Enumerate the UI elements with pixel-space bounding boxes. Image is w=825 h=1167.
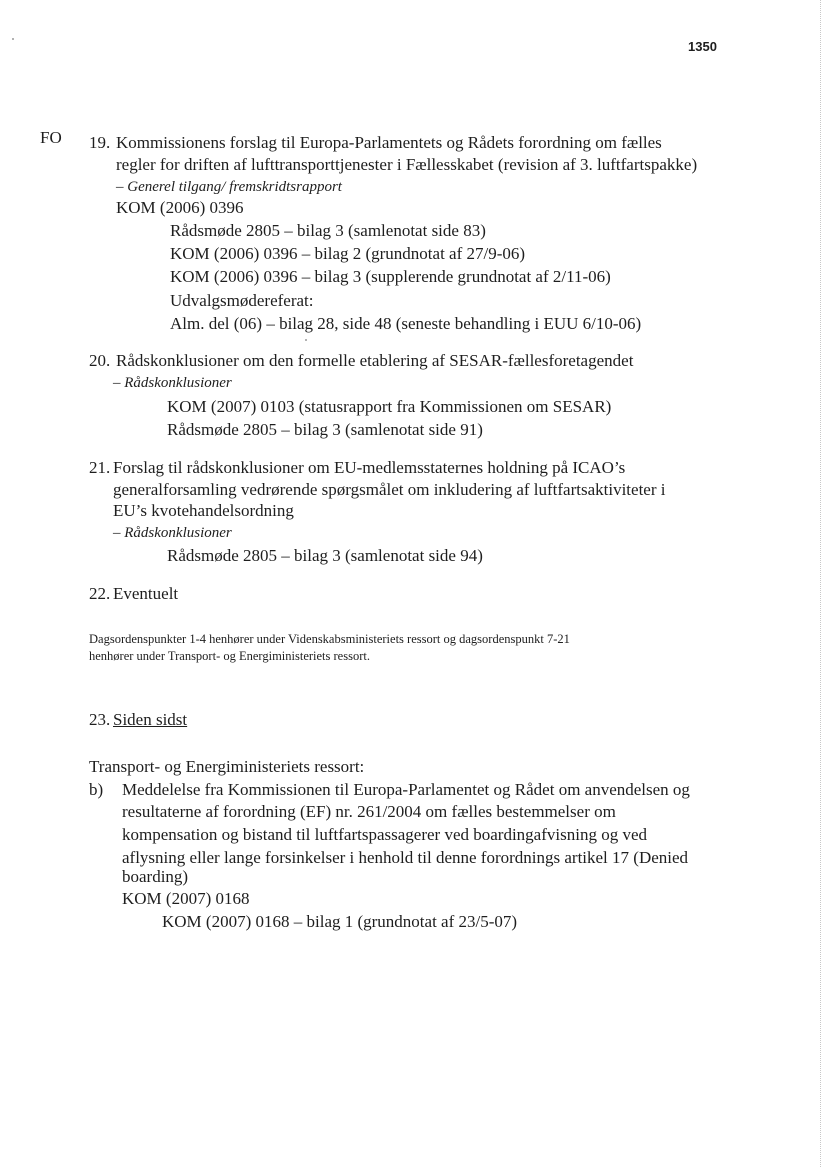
- body-line: Meddelelse fra Kommissionen til Europa-Parlamentet og Rådet om anvendelsen og: [122, 780, 690, 799]
- body-line: boarding): [122, 867, 189, 886]
- item-subtitle: – Rådskonklusioner: [113, 525, 232, 541]
- item-number: 19.: [89, 133, 111, 152]
- item-title: Siden sidst: [113, 710, 188, 729]
- item-title: Eventuelt: [113, 584, 179, 603]
- item-number: 22.: [89, 584, 111, 603]
- note-line: henhører under Transport- og Energiministeriets ressort.: [89, 649, 370, 663]
- item-reference: KOM (2006) 0396: [116, 198, 244, 217]
- item-number: 23.: [89, 710, 111, 729]
- margin-tag: FO: [40, 128, 62, 147]
- document-line: Rådsmøde 2805 – bilag 3 (samlenotat side 83): [170, 221, 486, 240]
- item-subtitle: – Rådskonklusioner: [113, 375, 232, 391]
- item-title: regler for driften af lufttransporttjenester i Fællesskabet (revision af 3. luftfartspakke): [116, 155, 698, 174]
- section-heading: Transport- og Energiministeriets ressort:: [89, 757, 365, 776]
- list-label: b): [89, 780, 104, 799]
- item-title: EU’s kvotehandelsordning: [113, 501, 294, 520]
- body-line: kompensation og bistand til luftfartspassagerer ved boardingafvisning og ved: [122, 825, 647, 844]
- item-reference: KOM (2007) 0168: [122, 889, 250, 908]
- note-line: Dagsordenspunkter 1-4 henhører under Videnskabsministeriets ressort og dagsordenspunkt 7-21: [89, 632, 570, 646]
- document-line: KOM (2007) 0168 – bilag 1 (grundnotat af 23/5-07): [162, 912, 518, 931]
- document-line: Alm. del (06) – bilag 28, side 48 (seneste behandling i EUU 6/10-06): [170, 314, 642, 333]
- body-line: aflysning eller lange forsinkelser i henhold til denne forordnings artikel 17 (Denied: [122, 848, 689, 867]
- item-title: Rådskonklusioner om den formelle etablering af SESAR-fællesforetagendet: [116, 351, 634, 370]
- scan-speck: [12, 38, 14, 40]
- body-line: resultaterne af forordning (EF) nr. 261/2004 om fælles bestemmelser om: [122, 802, 616, 821]
- scan-edge: [819, 0, 821, 1167]
- item-title: generalforsamling vedrørende spørgsmålet om inkludering af luftfartsaktiviteter i: [113, 480, 666, 499]
- item-number: 20.: [89, 351, 111, 370]
- item-number: 21.: [89, 458, 111, 477]
- page-number: 1350: [688, 39, 717, 54]
- document-line: Rådsmøde 2805 – bilag 3 (samlenotat side 94): [167, 546, 483, 565]
- document-line: KOM (2006) 0396 – bilag 2 (grundnotat af 27/9-06): [170, 244, 526, 263]
- item-title: Kommissionens forslag til Europa-Parlamentets og Rådets forordning om fælles: [116, 133, 662, 152]
- document-line: Rådsmøde 2805 – bilag 3 (samlenotat side 91): [167, 420, 483, 439]
- item-title: Forslag til rådskonklusioner om EU-medlemsstaternes holdning på ICAO’s: [113, 458, 626, 477]
- item-subtitle: – Generel tilgang/ fremskridtsrapport: [116, 179, 342, 195]
- scan-speck: [305, 339, 307, 341]
- document-line: KOM (2007) 0103 (statusrapport fra Kommissionen om SESAR): [167, 397, 612, 416]
- document-line: KOM (2006) 0396 – bilag 3 (supplerende grundnotat af 2/11-06): [170, 267, 611, 286]
- document-line: Udvalgsmødereferat:: [170, 291, 314, 310]
